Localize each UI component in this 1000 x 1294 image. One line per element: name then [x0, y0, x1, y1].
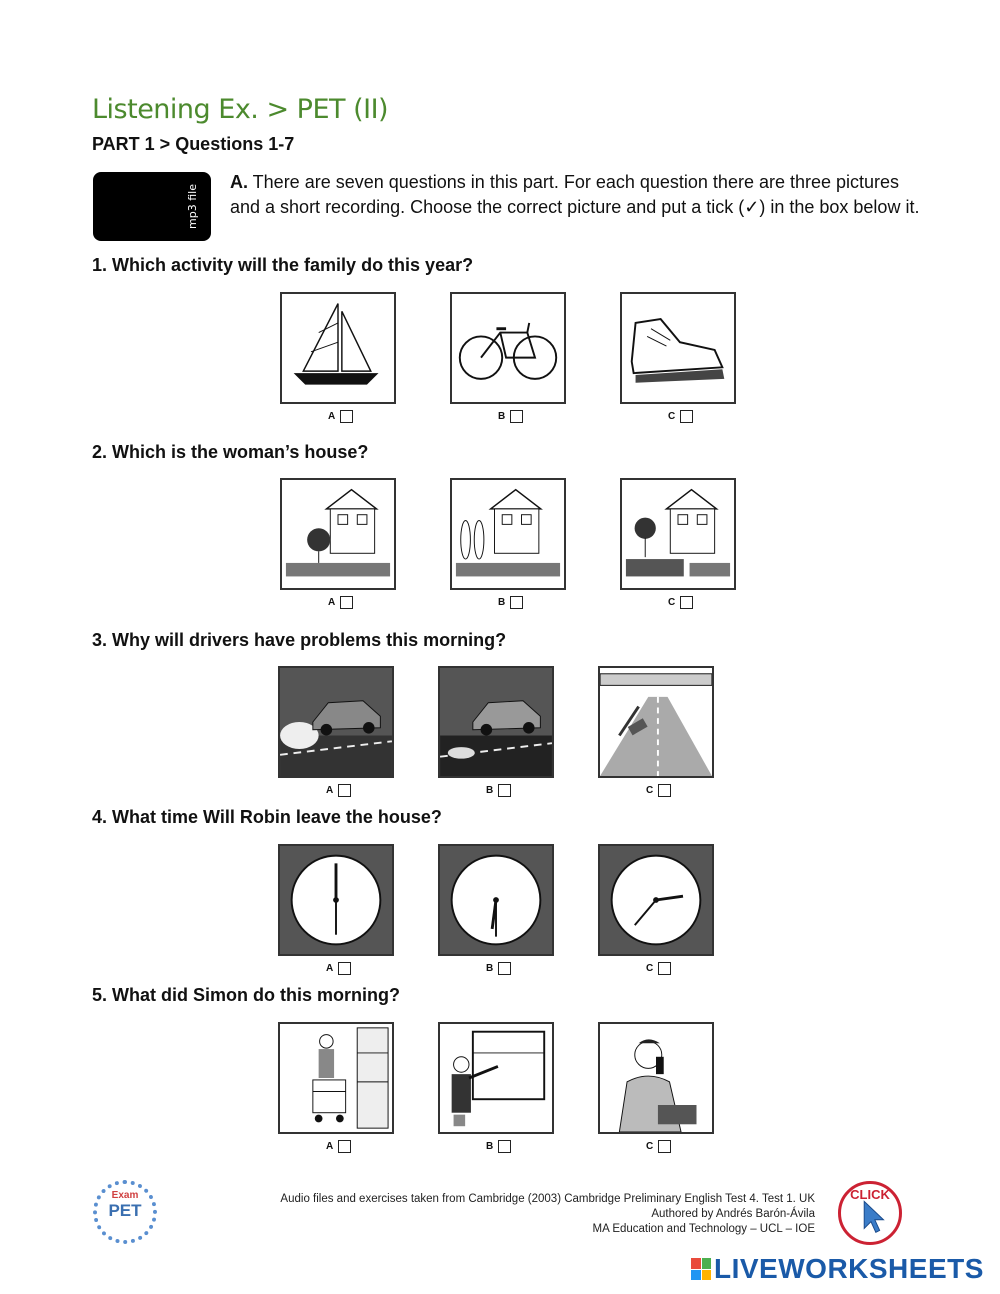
question-2-options: [246, 476, 752, 616]
clock-picture-a: [278, 844, 394, 956]
phone-call-picture: [598, 1022, 714, 1134]
mp3-label: mp3 file: [186, 184, 200, 229]
checkbox-4c[interactable]: [658, 962, 671, 975]
question-5-options: [246, 1020, 752, 1160]
option-b: B: [486, 784, 511, 797]
checkbox-4a[interactable]: [338, 962, 351, 975]
option-b: B: [486, 962, 511, 975]
option-c: C: [646, 1140, 671, 1153]
bicycle-picture: [450, 292, 566, 404]
house-round-tree-picture: [280, 478, 396, 590]
credits: [280, 1192, 815, 1237]
mp3-player-button[interactable]: [93, 172, 211, 241]
checkbox-5a[interactable]: [338, 1140, 351, 1153]
option-a: A: [326, 784, 351, 797]
option-c: C: [668, 410, 693, 423]
option-c: C: [646, 784, 671, 797]
question-5: 5. What did Simon do this morning?: [92, 985, 400, 1005]
cleaning-window-picture: [438, 1022, 554, 1134]
instruction-lead: A.: [230, 172, 248, 192]
question-1: 1. Which activity will the family do this year?: [92, 255, 474, 275]
clock-picture-b: [438, 844, 554, 956]
question-4-options: [246, 842, 752, 982]
shopping-picture: [278, 1022, 394, 1134]
sailboat-picture: [280, 292, 396, 404]
exam-pet-logo: Exam PET: [93, 1180, 157, 1244]
part-heading: PART 1 > Questions 1-7: [92, 134, 295, 154]
option-a: A: [328, 410, 353, 423]
car-fog-picture: [278, 666, 394, 778]
credit-line-1: Audio files and exercises taken from Cambridge (2003) Cambridge Preliminary English Test 4. Test 1. UK: [280, 1193, 815, 1205]
question-4: 4. What time Will Robin leave the house?: [92, 807, 442, 827]
option-b: B: [498, 410, 523, 423]
option-a: A: [326, 962, 351, 975]
checkbox-3b[interactable]: [498, 784, 511, 797]
question-3-options: [246, 664, 752, 804]
checkbox-3a[interactable]: [338, 784, 351, 797]
option-a: A: [326, 1140, 351, 1153]
checkbox-1b[interactable]: [510, 410, 523, 423]
checkbox-1a[interactable]: [340, 410, 353, 423]
cursor-arrow-icon: [841, 1184, 899, 1242]
checkbox-2c[interactable]: [680, 596, 693, 609]
liveworksheets-brand: [691, 1253, 984, 1285]
checkbox-4b[interactable]: [498, 962, 511, 975]
instructions: [230, 170, 920, 220]
checkbox-5b[interactable]: [498, 1140, 511, 1153]
checkbox-3c[interactable]: [658, 784, 671, 797]
house-tall-trees-picture: [450, 478, 566, 590]
option-b: B: [498, 596, 523, 609]
liveworksheets-icon: [691, 1258, 711, 1280]
checkbox-2a[interactable]: [340, 596, 353, 609]
option-a: A: [328, 596, 353, 609]
checkbox-5c[interactable]: [658, 1140, 671, 1153]
question-3: 3. Why will drivers have problems this morning?: [92, 630, 507, 650]
house-bushes-picture: [620, 478, 736, 590]
question-2: 2. Which is the woman’s house?: [92, 442, 369, 462]
instruction-text: There are seven questions in this part. For each question there are three pictures and a short recording. Choose the correct picture and put a tick (✓) in the box below it.: [230, 172, 920, 217]
car-rain-picture: [438, 666, 554, 778]
hiking-boots-picture: [620, 292, 736, 404]
credit-line-2: Authored by Andrés Barón-Ávila: [651, 1208, 815, 1220]
option-b: B: [486, 1140, 511, 1153]
credit-line-3: MA Education and Technology – UCL – IOE: [592, 1223, 815, 1235]
option-c: C: [668, 596, 693, 609]
page-title: Listening Ex. > PET (II): [92, 94, 389, 125]
option-c: C: [646, 962, 671, 975]
checkbox-2b[interactable]: [510, 596, 523, 609]
clock-picture-c: [598, 844, 714, 956]
bridge-accident-picture: [598, 666, 714, 778]
liveworksheets-text: LIVEWORKSHEETS: [714, 1253, 984, 1284]
click-logo: CLICK: [838, 1181, 902, 1245]
question-1-options: [246, 290, 752, 430]
checkbox-1c[interactable]: [680, 410, 693, 423]
